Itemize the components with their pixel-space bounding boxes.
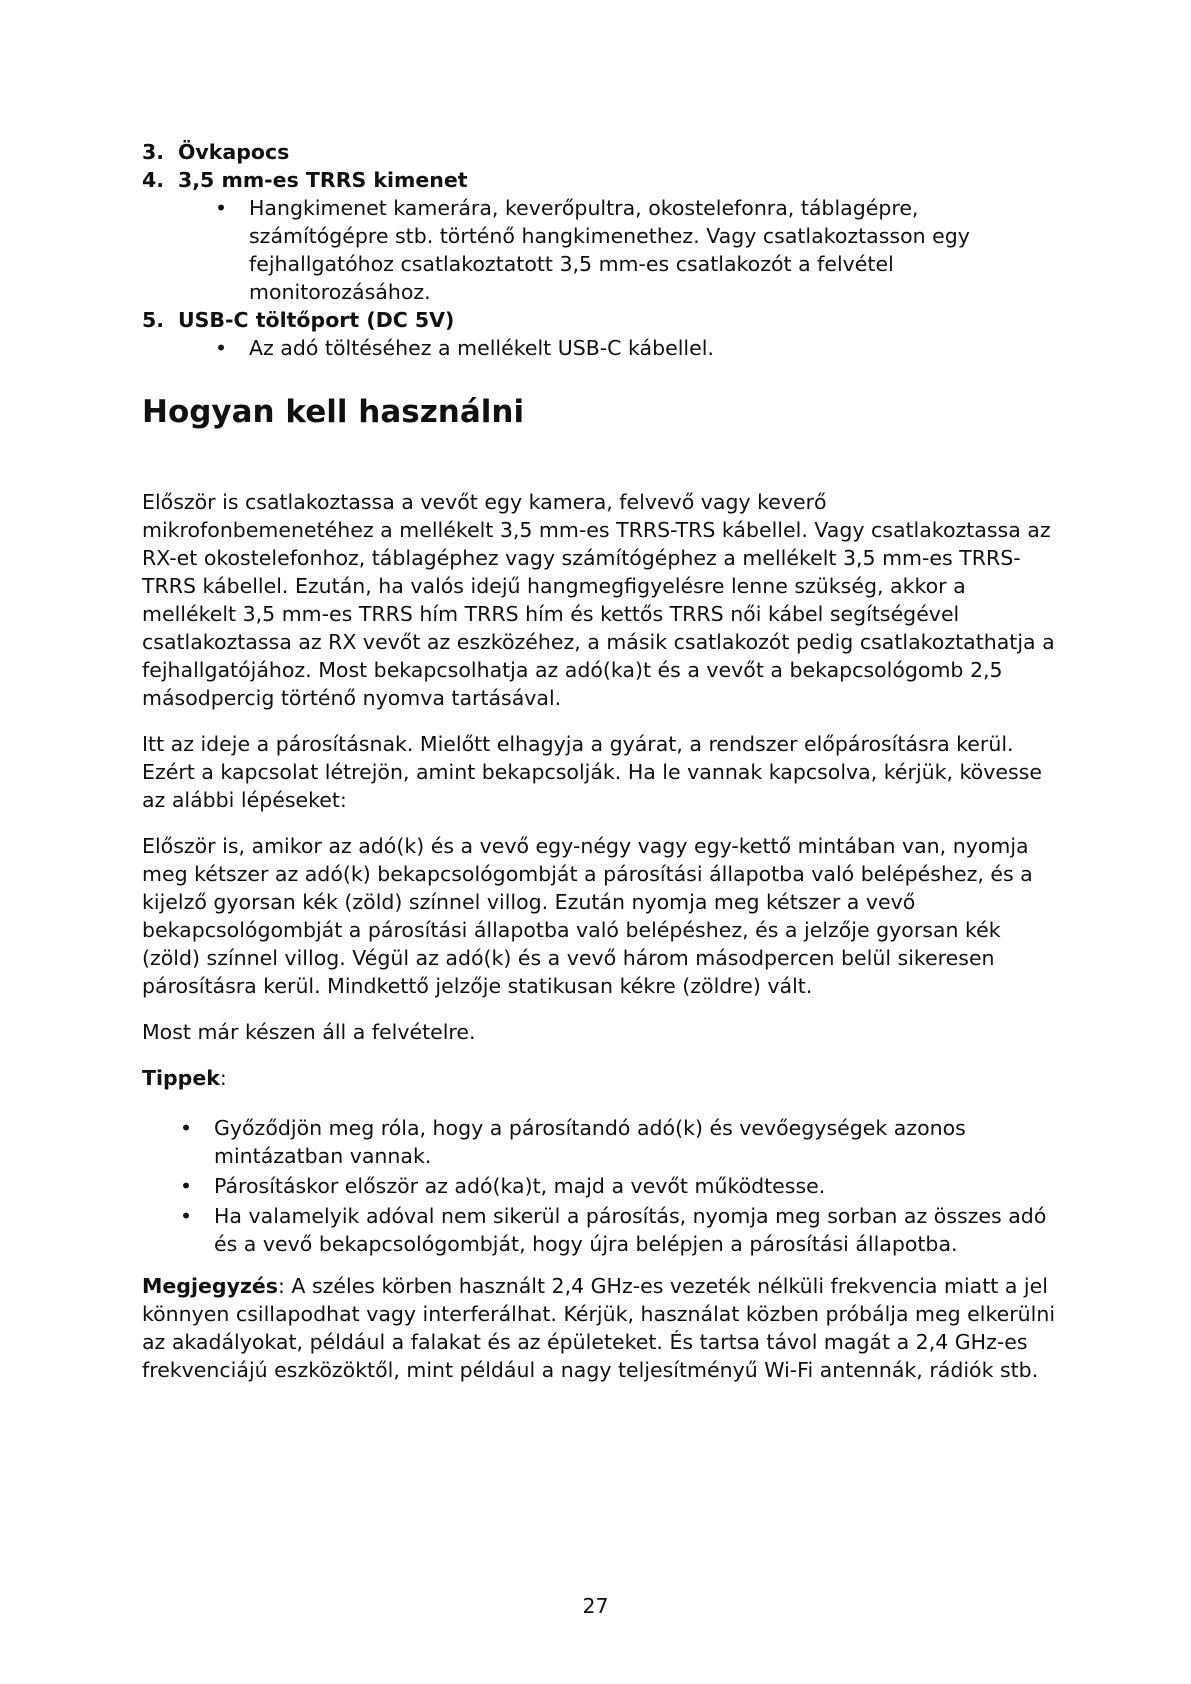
item-5-bullets (215, 334, 1062, 362)
item-title: Övkapocs (178, 140, 290, 164)
list-item-text: Az adó töltéséhez a mellékelt USB-C kábellel. (249, 336, 714, 360)
page-content (142, 138, 1062, 1402)
list-item (215, 334, 1062, 362)
bullet-icon: • (215, 336, 228, 360)
list-item-text: Győződjön meg róla, hogy a párosítandó adó(k) és vevőegységek azonos mintázatban vannak. (214, 1116, 966, 1168)
item-title: USB-C töltőport (DC 5V) (178, 308, 455, 332)
page-number: 27 (582, 1594, 609, 1618)
numbered-item-4 (142, 166, 1062, 194)
item-number: 5. (142, 308, 165, 332)
numbered-item-3 (142, 138, 1062, 166)
bullet-icon: • (180, 1174, 193, 1198)
tips-heading (142, 1064, 1062, 1092)
bullet-icon: • (180, 1116, 193, 1140)
paragraph-ready: Most már készen áll a felvételre. (142, 1020, 476, 1044)
tips-list (180, 1114, 1062, 1258)
paragraph-pairing-steps: Először is, amikor az adó(k) és a vevő egy-négy vagy egy-kettő mintában van, nyomja meg kétszer az adó(k) bekapcsológombját a párosítási állapotba való belépéshez, és a kijelző gyorsan kék (zöld) színnel villog. Ezután nyomja meg kétszer a vevő bekapcsológombját a párosítási állapotba való belépéshez, és a jelzője gyorsan kék (zöld) színnel villog. Végül az adó(k) és a vevő három másodpercen belül sikeresen párosításra kerül. Mindkettő jelzője statikusan kékre (zöldre) vált. (142, 834, 1033, 998)
note-paragraph (142, 1272, 1062, 1384)
bullet-icon: • (180, 1204, 193, 1228)
list-item (215, 194, 1062, 306)
list-item (180, 1202, 1062, 1258)
tips-label: Tippek (142, 1066, 220, 1090)
note-text: : A széles körben használt 2,4 GHz-es vezeték nélküli frekvencia miatt a jel könnyen csillapodhat vagy interferálhat. Kérjük, használat közben próbálja meg elkerülni az akadályokat, például a falakat és az épületeket. És tartsa távol magát a 2,4 GHz-es frekvenciájú eszközöktől, mint például a nagy teljesítményű Wi-Fi antennák, rádiók stb. (142, 1274, 1056, 1382)
list-item (180, 1172, 1062, 1200)
item-number: 3. (142, 140, 165, 164)
bullet-icon: • (215, 196, 228, 220)
item-4-bullets (215, 194, 1062, 306)
note-label: Megjegyzés (142, 1274, 278, 1298)
tips-suffix: : (219, 1066, 227, 1090)
section-title: Hogyan kell használni (142, 394, 525, 430)
list-item-text: Párosításkor először az adó(ka)t, majd a vevőt működtesse. (214, 1174, 826, 1198)
list-item-text: Ha valamelyik adóval nem sikerül a párosítás, nyomja meg sorban az összes adó és a vevő bekapcsológombját, hogy újra belépjen a párosítási állapotba. (214, 1204, 1047, 1256)
item-number: 4. (142, 168, 165, 192)
list-item (180, 1114, 1062, 1170)
paragraph-setup: Először is csatlakoztassa a vevőt egy kamera, felvevő vagy keverő mikrofonbemenetéhez a mellékelt 3,5 mm-es TRRS-TRS kábellel. Vagy csatlakoztassa az RX-et okostelefonhoz, táblagéphez vagy számítógéphez a mellékelt 3,5 mm-es TRRS-TRRS kábellel. Ezután, ha valós idejű hangmegfigyelésre lenne szükség, akkor a mellékelt 3,5 mm-es TRRS hím TRRS hím és kettős TRRS női kábel segítségével csatlakoztassa az RX vevőt az eszközéhez, a másik csatlakozót pedig csatlakoztathatja a fejhallgatójához. Most bekapcsolhatja az adó(ka)t és a vevőt a bekapcsológomb 2,5 másodpercig történő nyomva tartásával. (142, 490, 1055, 710)
paragraph-pairing-intro: Itt az ideje a párosításnak. Mielőtt elhagyja a gyárat, a rendszer előpárosításra kerül. Ezért a kapcsolat létrejön, amint bekapcsolják. Ha le vannak kapcsolva, kérjük, kövesse az alábbi lépéseket: (142, 732, 1042, 812)
list-item-text: Hangkimenet kamerára, keverőpultra, okostelefonra, táblagépre, számítógépre stb. történő hangkimenethez. Vagy csatlakoztasson egy fejhallgatóhoz csatlakoztatott 3,5 mm-es csatlakozót a felvétel monitorozásához. (249, 196, 970, 304)
numbered-item-5 (142, 306, 1062, 334)
item-title: 3,5 mm-es TRRS kimenet (178, 168, 468, 192)
